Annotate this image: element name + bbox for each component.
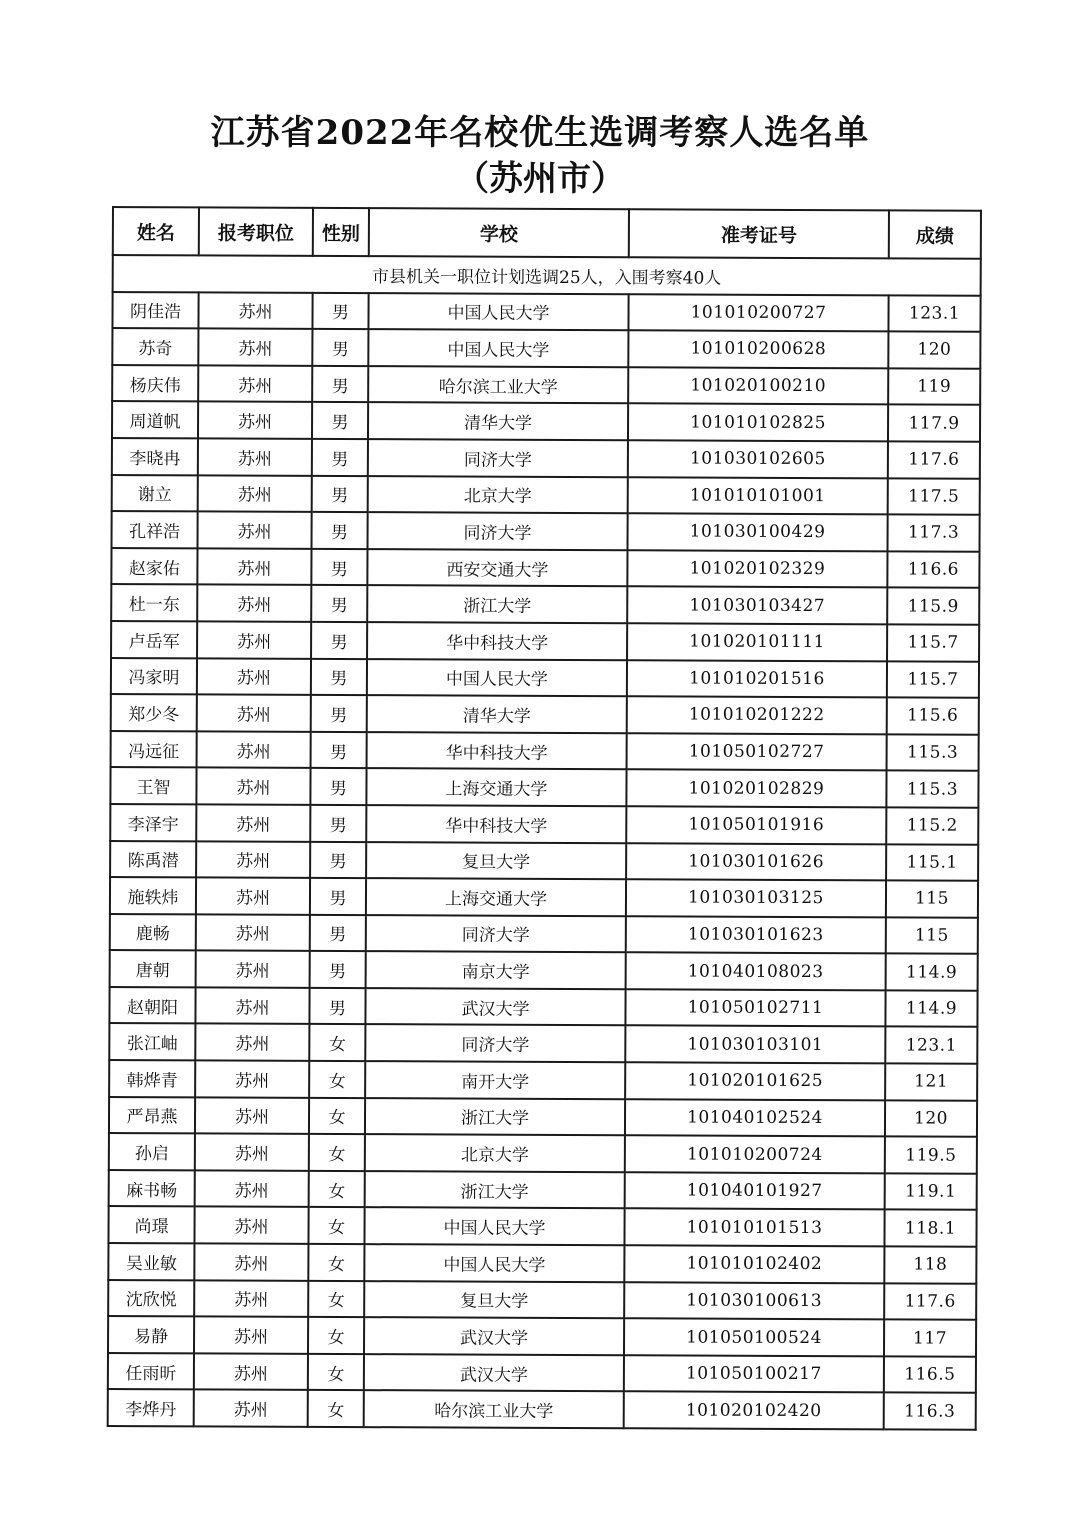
cell-gender: 男 xyxy=(309,988,365,1025)
table-row xyxy=(108,1206,976,1246)
cell-school: 北京大学 xyxy=(365,1134,625,1172)
cell-score: 116.6 xyxy=(887,551,979,588)
cell-school: 武汉大学 xyxy=(364,1354,624,1392)
cell-school: 同济大学 xyxy=(365,1025,625,1063)
table-row xyxy=(108,1316,976,1356)
cell-gender: 男 xyxy=(312,512,368,549)
cell-position: 苏州 xyxy=(194,1207,308,1244)
cell-school: 同济大学 xyxy=(368,439,628,477)
cell-position: 苏州 xyxy=(194,1243,308,1280)
cell-name: 李晓冉 xyxy=(112,438,198,475)
cell-name: 施轶炜 xyxy=(110,877,196,914)
table-row xyxy=(112,328,980,368)
cell-score: 115.3 xyxy=(886,771,978,808)
cell-school: 浙江大学 xyxy=(365,1098,625,1136)
table-row xyxy=(110,877,978,917)
cell-name: 冯远征 xyxy=(111,731,197,768)
cell-score: 116.5 xyxy=(884,1356,976,1393)
cell-position: 苏州 xyxy=(194,1317,308,1354)
cell-exam-id: 101020102420 xyxy=(624,1392,884,1430)
cell-school: 清华大学 xyxy=(367,695,627,733)
cell-school: 中国人民大学 xyxy=(364,1244,624,1282)
cell-position: 苏州 xyxy=(198,292,312,329)
cell-name: 阴佳浩 xyxy=(112,292,198,329)
cell-name: 易静 xyxy=(108,1316,194,1353)
cell-score: 115.9 xyxy=(887,588,979,625)
table-row xyxy=(111,731,979,771)
cell-position: 苏州 xyxy=(196,768,310,805)
table-row xyxy=(109,1060,977,1100)
cell-exam-id: 101040101927 xyxy=(625,1172,885,1210)
cell-school: 华中科技大学 xyxy=(367,732,627,770)
cell-exam-id: 101020101625 xyxy=(625,1062,885,1100)
table-row xyxy=(108,1243,976,1283)
cell-score: 117.5 xyxy=(888,478,980,515)
cell-school: 同济大学 xyxy=(368,512,628,550)
cell-position: 苏州 xyxy=(196,914,310,951)
cell-position: 苏州 xyxy=(195,1097,309,1134)
table-row xyxy=(111,584,979,624)
cell-school: 哈尔滨工业大学 xyxy=(364,1391,624,1429)
cell-exam-id: 101010200727 xyxy=(628,294,888,332)
cell-score: 118 xyxy=(884,1246,976,1283)
table-row xyxy=(112,475,980,515)
cell-exam-id: 101010200724 xyxy=(625,1135,885,1173)
cell-exam-id: 101030103427 xyxy=(627,587,887,625)
cell-score: 117.3 xyxy=(888,515,980,552)
cell-gender: 男 xyxy=(311,732,367,769)
cell-school: 复旦大学 xyxy=(366,842,626,880)
cell-score: 114.9 xyxy=(885,990,977,1027)
cell-exam-id: 101040108023 xyxy=(626,953,886,991)
cell-position: 苏州 xyxy=(196,841,310,878)
table-row xyxy=(110,840,978,880)
cell-name: 麻书畅 xyxy=(109,1170,195,1207)
cell-exam-id: 101030100429 xyxy=(628,513,888,551)
cell-school: 华中科技大学 xyxy=(366,805,626,843)
table-row xyxy=(112,365,980,405)
cell-exam-id: 101030101623 xyxy=(626,916,886,954)
cell-position: 苏州 xyxy=(196,804,310,841)
cell-exam-id: 101010102402 xyxy=(624,1245,884,1283)
table-row xyxy=(108,1280,976,1320)
document-title: 江苏省2022年名校优生选调考察人选名单 xyxy=(210,113,870,153)
cell-school: 中国人民大学 xyxy=(364,1208,624,1246)
cell-exam-id: 101030102605 xyxy=(628,440,888,478)
title-block xyxy=(0,112,1080,200)
cell-name: 赵家佑 xyxy=(111,548,197,585)
cell-score: 117.6 xyxy=(884,1283,976,1320)
cell-gender: 男 xyxy=(311,549,367,586)
cell-exam-id: 101010101513 xyxy=(624,1209,884,1247)
cell-name: 鹿畅 xyxy=(110,914,196,951)
header-school: 学校 xyxy=(369,208,629,257)
cell-score: 114.9 xyxy=(886,954,978,991)
group-row xyxy=(113,255,981,295)
cell-exam-id: 101050100217 xyxy=(624,1355,884,1393)
cell-name: 赵朝阳 xyxy=(109,987,195,1024)
cell-exam-id: 101050101916 xyxy=(626,806,886,844)
cell-score: 117 xyxy=(884,1320,976,1357)
cell-name: 张江岫 xyxy=(109,1023,195,1060)
cell-exam-id: 101050100524 xyxy=(624,1318,884,1356)
cell-exam-id: 101030103125 xyxy=(626,879,886,917)
cell-name: 王智 xyxy=(110,767,196,804)
group-label: 市县机关一职位计划选调25人，入围考察40人 xyxy=(113,255,981,295)
cell-position: 苏州 xyxy=(194,1280,308,1317)
cell-name: 任雨昕 xyxy=(108,1353,194,1390)
cell-school: 南开大学 xyxy=(365,1061,625,1099)
cell-score: 115.7 xyxy=(887,624,979,661)
cell-gender: 男 xyxy=(310,951,366,988)
table-row xyxy=(110,767,978,807)
cell-school: 武汉大学 xyxy=(365,988,625,1026)
cell-position: 苏州 xyxy=(198,512,312,549)
cell-school: 上海交通大学 xyxy=(366,878,626,916)
table-row xyxy=(112,511,980,551)
cell-score: 116.3 xyxy=(884,1393,976,1430)
cell-position: 苏州 xyxy=(195,1024,309,1061)
table-row xyxy=(108,1353,976,1393)
cell-exam-id: 101030100613 xyxy=(624,1282,884,1320)
cell-gender: 女 xyxy=(308,1354,364,1391)
cell-name: 杨庆伟 xyxy=(112,365,198,402)
cell-name: 李泽宇 xyxy=(110,804,196,841)
cell-name: 严昂燕 xyxy=(109,1097,195,1134)
cell-exam-id: 101010102825 xyxy=(628,404,888,442)
cell-score: 119 xyxy=(888,368,980,405)
cell-school: 华中科技大学 xyxy=(367,622,627,660)
cell-name: 苏奇 xyxy=(112,328,198,365)
cell-school: 西安交通大学 xyxy=(367,549,627,587)
cell-school: 浙江大学 xyxy=(367,585,627,623)
cell-gender: 男 xyxy=(312,366,368,403)
table-row xyxy=(112,438,980,478)
cell-name: 杜一东 xyxy=(111,584,197,621)
cell-name: 谢立 xyxy=(112,475,198,512)
cell-gender: 男 xyxy=(310,768,366,805)
cell-name: 唐朝 xyxy=(110,950,196,987)
cell-position: 苏州 xyxy=(198,475,312,512)
cell-score: 115.2 xyxy=(886,807,978,844)
candidate-table xyxy=(107,206,982,1431)
cell-score: 117.6 xyxy=(888,441,980,478)
cell-position: 苏州 xyxy=(198,438,312,475)
table-row xyxy=(110,914,978,954)
header-position: 报考职位 xyxy=(199,207,313,255)
table-header-row xyxy=(113,207,981,259)
cell-name: 沈欣悦 xyxy=(108,1280,194,1317)
cell-name: 孔祥浩 xyxy=(112,511,198,548)
cell-school: 武汉大学 xyxy=(364,1317,624,1355)
table-row xyxy=(111,548,979,588)
document-subtitle: （苏州市） xyxy=(455,159,625,199)
table-row xyxy=(111,621,979,661)
cell-exam-id: 101050102711 xyxy=(625,989,885,1027)
cell-score: 119.1 xyxy=(885,1173,977,1210)
cell-gender: 男 xyxy=(312,475,368,512)
cell-school: 中国人民大学 xyxy=(367,659,627,697)
cell-gender: 女 xyxy=(309,1061,365,1098)
table-row xyxy=(110,950,978,990)
cell-score: 115 xyxy=(886,880,978,917)
header-name: 姓名 xyxy=(113,207,199,255)
cell-gender: 男 xyxy=(310,915,366,952)
cell-position: 苏州 xyxy=(196,951,310,988)
cell-name: 陈禹潜 xyxy=(110,840,196,877)
cell-position: 苏州 xyxy=(196,877,310,914)
cell-position: 苏州 xyxy=(197,585,311,622)
cell-gender: 男 xyxy=(310,805,366,842)
cell-name: 韩烨青 xyxy=(109,1060,195,1097)
cell-exam-id: 101030103101 xyxy=(625,1026,885,1064)
cell-gender: 女 xyxy=(308,1317,364,1354)
cell-score: 118.1 xyxy=(884,1210,976,1247)
cell-name: 冯家明 xyxy=(111,658,197,695)
cell-score: 119.5 xyxy=(885,1137,977,1174)
cell-exam-id: 101040102524 xyxy=(625,1099,885,1137)
cell-gender: 男 xyxy=(311,658,367,695)
cell-position: 苏州 xyxy=(198,402,312,439)
cell-score: 123.1 xyxy=(885,1027,977,1064)
cell-position: 苏州 xyxy=(197,658,311,695)
cell-score: 120 xyxy=(885,1100,977,1137)
cell-school: 南京大学 xyxy=(366,951,626,989)
cell-school: 北京大学 xyxy=(368,476,628,514)
cell-gender: 女 xyxy=(308,1280,364,1317)
cell-school: 同济大学 xyxy=(366,915,626,953)
cell-position: 苏州 xyxy=(197,731,311,768)
table-row xyxy=(111,694,979,734)
cell-score: 121 xyxy=(885,1063,977,1100)
cell-score: 115.7 xyxy=(887,661,979,698)
cell-position: 苏州 xyxy=(197,548,311,585)
header-exam-id: 准考证号 xyxy=(629,209,889,258)
cell-position: 苏州 xyxy=(197,694,311,731)
cell-exam-id: 101010201222 xyxy=(627,696,887,734)
header-gender: 性别 xyxy=(313,208,369,256)
cell-score: 123.1 xyxy=(888,295,980,332)
cell-score: 115.6 xyxy=(887,698,979,735)
table-row xyxy=(109,1133,977,1173)
cell-score: 115.1 xyxy=(886,844,978,881)
cell-name: 周道帆 xyxy=(112,401,198,438)
cell-school: 上海交通大学 xyxy=(366,768,626,806)
cell-gender: 男 xyxy=(311,622,367,659)
table-row xyxy=(109,1023,977,1063)
header-score: 成绩 xyxy=(889,210,981,258)
cell-name: 吴业敏 xyxy=(108,1243,194,1280)
cell-name: 孙启 xyxy=(109,1133,195,1170)
cell-position: 苏州 xyxy=(198,329,312,366)
cell-position: 苏州 xyxy=(195,1170,309,1207)
cell-exam-id: 101020100210 xyxy=(628,367,888,405)
cell-gender: 男 xyxy=(311,585,367,622)
cell-name: 尚璟 xyxy=(108,1206,194,1243)
cell-gender: 男 xyxy=(310,841,366,878)
cell-exam-id: 101010101001 xyxy=(628,477,888,515)
cell-school: 中国人民大学 xyxy=(368,329,628,367)
cell-score: 115.3 xyxy=(887,734,979,771)
table-row xyxy=(109,1097,977,1137)
cell-school: 复旦大学 xyxy=(364,1281,624,1319)
table-row xyxy=(112,292,980,332)
cell-position: 苏州 xyxy=(195,1060,309,1097)
cell-score: 117.9 xyxy=(888,405,980,442)
cell-gender: 女 xyxy=(308,1207,364,1244)
cell-name: 郑少冬 xyxy=(111,694,197,731)
cell-gender: 女 xyxy=(308,1244,364,1281)
table-row xyxy=(110,804,978,844)
cell-gender: 女 xyxy=(309,1171,365,1208)
cell-gender: 女 xyxy=(309,1024,365,1061)
cell-exam-id: 101010201516 xyxy=(627,660,887,698)
table-row xyxy=(108,1389,976,1429)
cell-gender: 男 xyxy=(312,329,368,366)
cell-position: 苏州 xyxy=(198,365,312,402)
cell-name: 卢岳军 xyxy=(111,621,197,658)
cell-exam-id: 101030101626 xyxy=(626,843,886,881)
table-row xyxy=(112,401,980,441)
cell-gender: 男 xyxy=(312,292,368,329)
cell-school: 中国人民大学 xyxy=(368,293,628,331)
cell-exam-id: 101020101111 xyxy=(627,623,887,661)
table-row xyxy=(109,1170,977,1210)
cell-exam-id: 101020102829 xyxy=(626,770,886,808)
cell-gender: 女 xyxy=(308,1390,364,1427)
cell-position: 苏州 xyxy=(197,621,311,658)
cell-gender: 女 xyxy=(309,1134,365,1171)
cell-school: 哈尔滨工业大学 xyxy=(368,366,628,404)
cell-exam-id: 101050102727 xyxy=(627,733,887,771)
cell-gender: 女 xyxy=(309,1098,365,1135)
cell-gender: 男 xyxy=(312,402,368,439)
cell-gender: 男 xyxy=(312,439,368,476)
cell-position: 苏州 xyxy=(194,1390,308,1427)
cell-exam-id: 101020102329 xyxy=(627,550,887,588)
table-row xyxy=(111,658,979,698)
cell-school: 浙江大学 xyxy=(365,1171,625,1209)
cell-exam-id: 101010200628 xyxy=(628,330,888,368)
table-row xyxy=(109,987,977,1027)
cell-position: 苏州 xyxy=(195,987,309,1024)
cell-score: 115 xyxy=(886,917,978,954)
cell-school: 清华大学 xyxy=(368,402,628,440)
cell-gender: 男 xyxy=(311,695,367,732)
cell-gender: 男 xyxy=(310,878,366,915)
cell-position: 苏州 xyxy=(194,1353,308,1390)
cell-name: 李烨丹 xyxy=(108,1389,194,1426)
cell-position: 苏州 xyxy=(195,1134,309,1171)
cell-score: 120 xyxy=(888,332,980,369)
